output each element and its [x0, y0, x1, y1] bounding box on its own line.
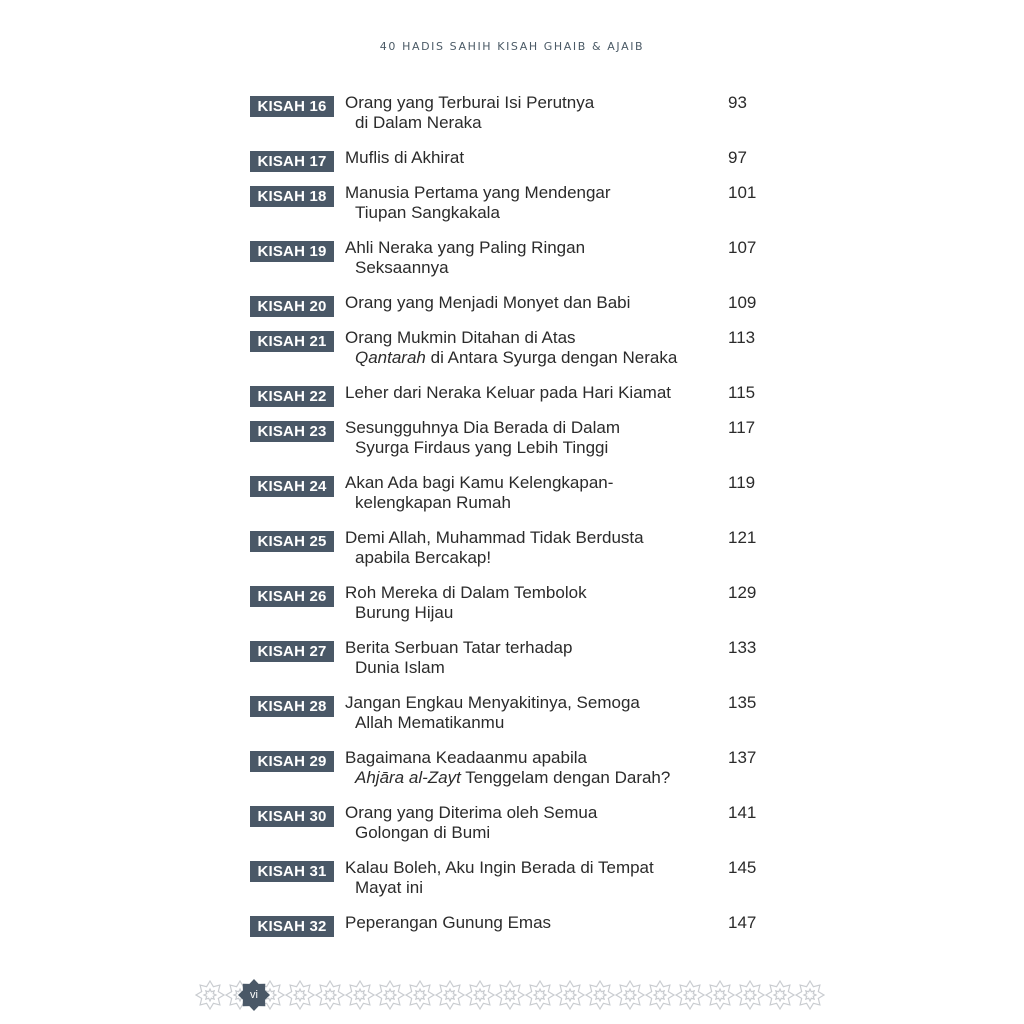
title-line-1: Orang yang Diterima oleh Semua [345, 803, 598, 822]
page-number: 97 [728, 148, 747, 167]
ornament-star-icon [196, 981, 224, 1009]
ornament-star-icon [766, 981, 794, 1009]
title-line-2-text: Burung Hijau [355, 603, 454, 622]
title-line-2 [345, 768, 720, 788]
page-number: 121 [728, 528, 757, 547]
ornament-inner-star-icon [624, 989, 636, 1001]
title-line-1: Orang Mukmin Ditahan di Atas [345, 328, 576, 347]
footer-ornament-band [195, 978, 830, 1012]
entry-title [345, 383, 720, 403]
title-line-2-text: Golongan di Bumi [355, 823, 491, 842]
title-italic-term: Qantarah [355, 348, 426, 367]
kisah-label: KISAH 16 [250, 96, 334, 117]
title-line-2 [345, 878, 720, 898]
toc-entry[interactable] [250, 693, 770, 737]
title-line-1: Sesungguhnya Dia Berada di Dalam [345, 418, 621, 437]
title-line-2-text: Tenggelam dengan Darah? [460, 768, 671, 787]
title-line-1: Ahli Neraka yang Paling Ringan [345, 238, 586, 257]
page-number: 117 [728, 418, 756, 437]
ornament-star-icon [376, 981, 404, 1009]
toc-entry[interactable] [250, 748, 770, 792]
kisah-label: KISAH 30 [250, 806, 334, 827]
toc-entry[interactable] [250, 638, 770, 682]
ornament-inner-star-icon [204, 989, 216, 1001]
ornament-star-icon [736, 981, 764, 1009]
page-number: 113 [728, 328, 756, 347]
star-ornament-border-icon [195, 978, 830, 1012]
ornament-inner-star-icon [684, 989, 696, 1001]
page-number: 133 [728, 638, 757, 657]
entry-title [345, 913, 720, 933]
kisah-label: KISAH 17 [250, 151, 334, 172]
title-line-2 [345, 348, 720, 368]
title-line-1: Orang yang Menjadi Monyet dan Babi [345, 293, 631, 312]
kisah-label: KISAH 25 [250, 531, 334, 552]
ornament-star-icon [436, 981, 464, 1009]
title-italic-term: Ahjāra al-Zayt [355, 768, 461, 787]
kisah-label: KISAH 27 [250, 641, 334, 662]
kisah-label: KISAH 24 [250, 476, 334, 497]
title-line-2 [345, 603, 720, 623]
title-line-2-text: di Dalam Neraka [355, 113, 482, 132]
kisah-label: KISAH 22 [250, 386, 334, 407]
title-line-2 [345, 548, 720, 568]
ornament-star-icon [526, 981, 554, 1009]
kisah-label: KISAH 18 [250, 186, 334, 207]
page-number: 145 [728, 858, 757, 877]
ornament-inner-star-icon [414, 989, 426, 1001]
title-line-1: Roh Mereka di Dalam Tembolok [345, 583, 587, 602]
kisah-label: KISAH 29 [250, 751, 334, 772]
kisah-label: KISAH 19 [250, 241, 334, 262]
entry-title [345, 858, 720, 898]
page-number: 135 [728, 693, 757, 712]
title-line-2 [345, 493, 720, 513]
kisah-label: KISAH 21 [250, 331, 334, 352]
entry-title [345, 293, 720, 313]
ornament-inner-star-icon [534, 989, 546, 1001]
entry-title [345, 693, 720, 733]
kisah-label: KISAH 23 [250, 421, 334, 442]
ornament-star-icon [646, 981, 674, 1009]
ornament-star-icon [796, 981, 824, 1009]
page-number: 101 [728, 183, 757, 202]
ornament-star-icon [586, 981, 614, 1009]
title-line-2 [345, 258, 720, 278]
ornament-inner-star-icon [294, 989, 306, 1001]
toc-entry[interactable] [250, 93, 770, 137]
title-line-1: Muflis di Akhirat [345, 148, 465, 167]
toc-entry[interactable] [250, 473, 770, 517]
title-line-1: Jangan Engkau Menyakitinya, Semoga [345, 693, 640, 712]
toc-entry[interactable] [250, 913, 770, 957]
ornament-star-icon [286, 981, 314, 1009]
entry-title [345, 93, 720, 133]
page-number: 147 [728, 913, 757, 932]
title-line-2 [345, 438, 720, 458]
title-line-2 [345, 203, 720, 223]
ornament-inner-star-icon [474, 989, 486, 1001]
title-line-1: Bagaimana Keadaanmu apabila [345, 748, 587, 767]
entry-title [345, 638, 720, 678]
ornament-inner-star-icon [804, 989, 816, 1001]
toc-entry[interactable] [250, 858, 770, 902]
title-line-1: Akan Ada bagi Kamu Kelengkapan- [345, 473, 614, 492]
ornament-star-icon [616, 981, 644, 1009]
ornament-star-icon [496, 981, 524, 1009]
title-line-1: Berita Serbuan Tatar terhadap [345, 638, 573, 657]
title-line-2-text: apabila Bercakap! [355, 548, 492, 567]
page-number: 141 [728, 803, 757, 822]
entry-title [345, 473, 720, 513]
page-number: 137 [728, 748, 757, 767]
kisah-label: KISAH 20 [250, 296, 334, 317]
page-number: 109 [728, 293, 757, 312]
entry-title [345, 418, 720, 458]
entry-title [345, 328, 720, 368]
title-line-1: Kalau Boleh, Aku Ingin Berada di Tempat [345, 858, 654, 877]
entry-title [345, 238, 720, 278]
title-line-2 [345, 713, 720, 733]
title-line-2-text: kelengkapan Rumah [355, 493, 511, 512]
title-line-1: Demi Allah, Muhammad Tidak Berdusta [345, 528, 644, 547]
ornament-inner-star-icon [744, 989, 756, 1001]
ornament-star-icon [556, 981, 584, 1009]
kisah-label: KISAH 26 [250, 586, 334, 607]
ornament-inner-star-icon [324, 989, 336, 1001]
entry-title [345, 528, 720, 568]
ornament-inner-star-icon [444, 989, 456, 1001]
ornament-star-icon [466, 981, 494, 1009]
running-header: 40 HADIS SAHIH KISAH GHAIB & AJAIB [379, 40, 645, 53]
entry-title [345, 583, 720, 623]
toc-entry[interactable] [250, 328, 770, 372]
toc-entry[interactable] [250, 803, 770, 847]
title-line-1: Leher dari Neraka Keluar pada Hari Kiamat [345, 383, 672, 402]
page-number: 93 [728, 93, 747, 112]
ornament-inner-star-icon [714, 989, 726, 1001]
ornament-inner-star-icon [384, 989, 396, 1001]
title-line-1: Orang yang Terburai Isi Perutnya [345, 93, 595, 112]
ornament-inner-star-icon [354, 989, 366, 1001]
title-line-2-text: di Antara Syurga dengan Neraka [425, 348, 678, 367]
title-line-2-text: Seksaannya [355, 258, 449, 277]
page-number: 115 [728, 383, 756, 402]
ornament-inner-star-icon [654, 989, 666, 1001]
ornament-inner-star-icon [504, 989, 516, 1001]
title-line-2-text: Syurga Firdaus yang Lebih Tinggi [355, 438, 609, 457]
entry-title [345, 183, 720, 223]
entry-title [345, 148, 720, 168]
page-number: 119 [728, 473, 756, 492]
ornament-inner-star-icon [774, 989, 786, 1001]
title-line-1: Peperangan Gunung Emas [345, 913, 552, 932]
title-line-2-text: Tiupan Sangkakala [355, 203, 500, 222]
kisah-label: KISAH 28 [250, 696, 334, 717]
title-line-2 [345, 658, 720, 678]
toc-entry[interactable] [250, 583, 770, 627]
title-line-2-text: Dunia Islam [355, 658, 445, 677]
kisah-label: KISAH 31 [250, 861, 334, 882]
page-number: 129 [728, 583, 757, 602]
toc-entry[interactable] [250, 528, 770, 572]
toc-entry[interactable] [250, 183, 770, 227]
folio-number: vi [250, 989, 258, 1001]
ornament-star-icon [316, 981, 344, 1009]
ornament-star-icon [676, 981, 704, 1009]
ornament-star-icon [706, 981, 734, 1009]
toc-entry[interactable] [250, 238, 770, 282]
toc-entry[interactable] [250, 418, 770, 462]
page-number: 107 [728, 238, 757, 257]
ornament-inner-star-icon [594, 989, 606, 1001]
ornament-inner-star-icon [564, 989, 576, 1001]
ornament-star-icon [406, 981, 434, 1009]
title-line-2-text: Allah Mematikanmu [355, 713, 505, 732]
title-line-2 [345, 823, 720, 843]
ornament-star-icon [346, 981, 374, 1009]
kisah-label: KISAH 32 [250, 916, 334, 937]
entry-title [345, 748, 720, 788]
title-line-1: Manusia Pertama yang Mendengar [345, 183, 611, 202]
title-line-2-text: Mayat ini [355, 878, 424, 897]
entry-title [345, 803, 720, 843]
title-line-2 [345, 113, 720, 133]
